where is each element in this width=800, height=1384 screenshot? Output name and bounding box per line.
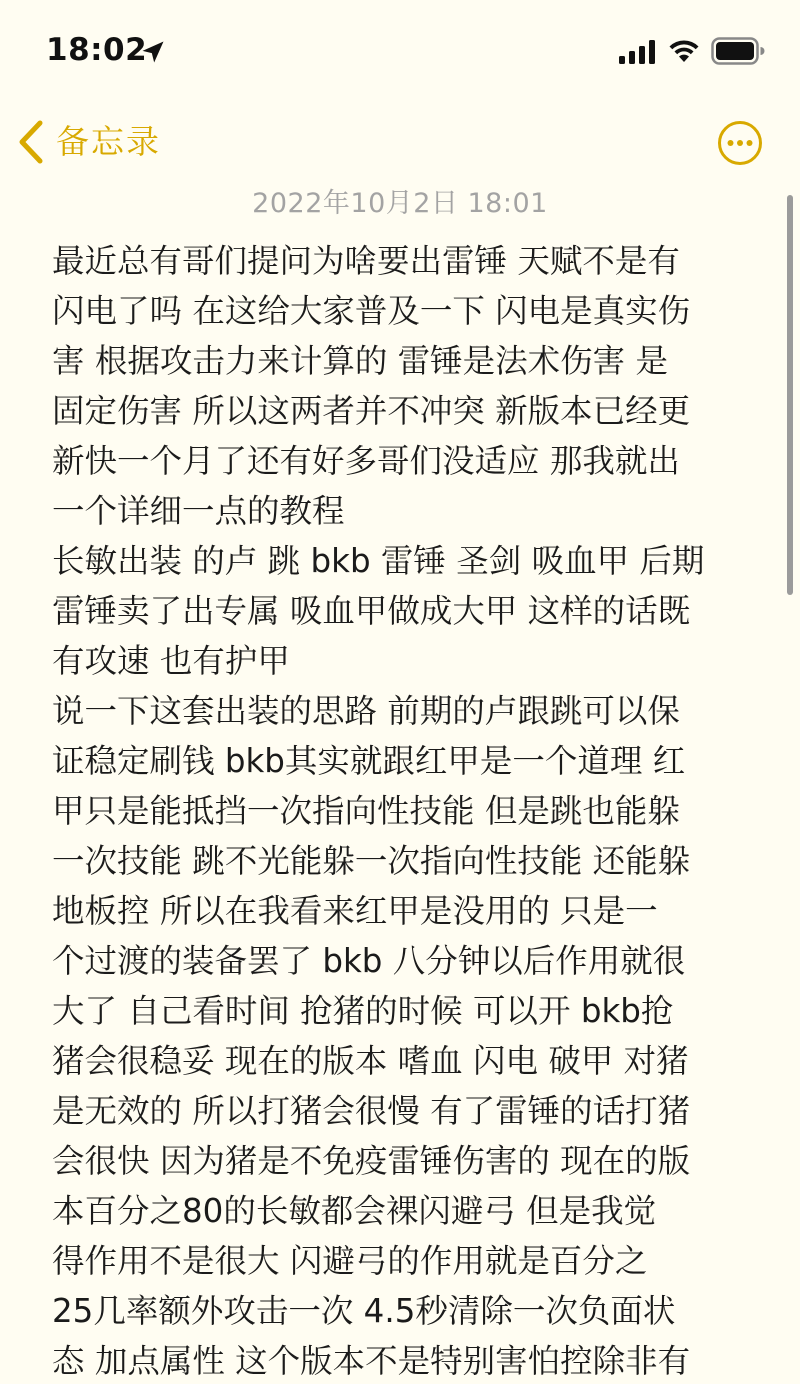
note-line: 闪电了吗 在这给大家普及一下 闪电是真实伤: [52, 292, 691, 330]
note-line: 地板控 所以在我看来红甲是没用的 只是一: [52, 892, 658, 930]
note-line: 得作用不是很大 闪避弓的作用就是百分之: [52, 1242, 648, 1280]
note-line: 有攻速 也有护甲: [52, 642, 290, 680]
cellular-signal-icon: [618, 40, 658, 64]
battery-icon: [711, 37, 765, 65]
note-line: 固定伤害 所以这两者并不冲突 新版本已经更: [52, 392, 691, 430]
note-date: 2022年10月2日 18:01: [252, 188, 548, 219]
note-line: 大了 自己看时间 抢猪的时候 可以开 bkb抢: [52, 992, 674, 1030]
note-line: 个过渡的装备罢了 bkb 八分钟以后作用就很: [52, 942, 686, 980]
navigation-bar: [0, 108, 800, 176]
chevron-left-icon: [14, 119, 48, 165]
note-line: 甲只是能抵挡一次指向性技能 但是跳也能躲: [52, 792, 680, 830]
note-line: 最近总有哥们提问为啥要出雷锤 天赋不是有: [52, 242, 680, 280]
location-arrow-icon: [139, 38, 167, 66]
back-button[interactable]: [14, 116, 161, 168]
note-line: 证稳定刷钱 bkb其实就跟红甲是一个道理 红: [52, 742, 686, 780]
note-line: 害 根据攻击力来计算的 雷锤是法术伤害 是: [52, 342, 668, 380]
back-button-label: 备忘录: [56, 122, 161, 161]
note-line: 猪会很稳妥 现在的版本 嗜血 闪电 破甲 对猪: [52, 1042, 689, 1080]
ellipsis-circle-icon[interactable]: [717, 120, 763, 166]
note-line: 一个详细一点的教程: [52, 492, 345, 530]
note-line: 说一下这套出装的思路 前期的卢跟跳可以保: [52, 692, 680, 730]
note-line: 新快一个月了还有好多哥们没适应 那我就出: [52, 442, 680, 480]
note-body[interactable]: [52, 236, 752, 1384]
note-line: 雷锤卖了出专属 吸血甲做成大甲 这样的话既: [52, 592, 691, 630]
status-time: 18:02: [46, 32, 148, 68]
note-line: 长敏出装 的卢 跳 bkb 雷锤 圣剑 吸血甲 后期: [52, 542, 705, 580]
wifi-icon: [667, 38, 701, 64]
note-line: 会很快 因为猪是不免疫雷锤伤害的 现在的版: [52, 1142, 691, 1180]
note-line: 是无效的 所以打猪会很慢 有了雷锤的话打猪: [52, 1092, 691, 1130]
note-line: 25几率额外攻击一次 4.5秒清除一次负面状: [52, 1292, 676, 1330]
scrollbar[interactable]: [787, 195, 793, 595]
status-bar: [0, 0, 800, 100]
note-line: 态 加点属性 这个版本不是特别害怕控除非有: [52, 1342, 691, 1380]
note-line: 一次技能 跳不光能躲一次指向性技能 还能躲: [52, 842, 691, 880]
note-line: 本百分之80的长敏都会裸闪避弓 但是我觉: [52, 1192, 657, 1230]
